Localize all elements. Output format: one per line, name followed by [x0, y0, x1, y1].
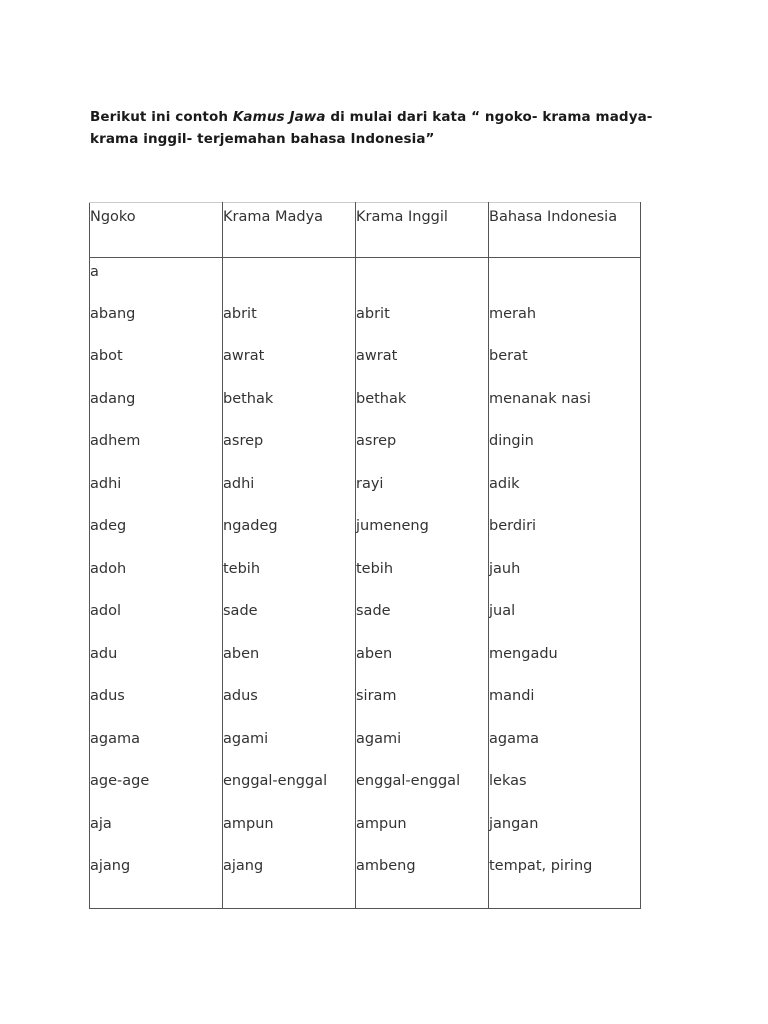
cell-krama-inggil: ambeng: [356, 852, 489, 908]
intro-text-start: Berikut ini contoh: [90, 108, 233, 125]
table-row: [90, 640, 641, 683]
cell-ngoko: age-age: [90, 767, 223, 810]
cell-krama-madya: tebih: [223, 555, 356, 598]
cell-bahasa-indonesia: dingin: [489, 427, 641, 470]
cell-bahasa-indonesia: merah: [489, 300, 641, 343]
cell-krama-madya: agami: [223, 725, 356, 768]
cell-krama-madya: enggal-enggal: [223, 767, 356, 810]
cell-bahasa-indonesia: jangan: [489, 810, 641, 853]
table-row: [90, 512, 641, 555]
cell-ngoko: ajang: [90, 852, 223, 908]
intro-text-end: di mulai dari kata “ ngoko- krama madya- krama inggil- terjemahan bahasa Indonesia”: [90, 108, 653, 147]
table-row: [90, 810, 641, 853]
dictionary-table: [89, 202, 641, 909]
cell-krama-madya: bethak: [223, 385, 356, 428]
cell-bahasa-indonesia: tempat, piring: [489, 852, 641, 908]
cell-bahasa-indonesia: jauh: [489, 555, 641, 598]
cell-krama-madya: awrat: [223, 342, 356, 385]
table-header-row: [90, 203, 641, 258]
cell-krama-inggil: agami: [356, 725, 489, 768]
table-row: [90, 725, 641, 768]
cell-krama-inggil: ampun: [356, 810, 489, 853]
table-row: [90, 852, 641, 908]
cell-bahasa-indonesia: berdiri: [489, 512, 641, 555]
cell-krama-madya: sade: [223, 597, 356, 640]
table-row: [90, 470, 641, 513]
header-krama-madya: Krama Madya: [223, 203, 356, 258]
cell-ngoko: a: [90, 258, 223, 300]
cell-krama-inggil: rayi: [356, 470, 489, 513]
cell-krama-madya: adus: [223, 682, 356, 725]
cell-krama-madya: [223, 258, 356, 300]
cell-bahasa-indonesia: adik: [489, 470, 641, 513]
cell-krama-inggil: bethak: [356, 385, 489, 428]
header-krama-inggil: Krama Inggil: [356, 203, 489, 258]
header-ngoko: Ngoko: [90, 203, 223, 258]
table-row: [90, 258, 641, 300]
table-row: [90, 300, 641, 343]
cell-krama-inggil: aben: [356, 640, 489, 683]
cell-ngoko: adeg: [90, 512, 223, 555]
cell-krama-inggil: enggal-enggal: [356, 767, 489, 810]
intro-paragraph: [90, 106, 690, 150]
table-row: [90, 385, 641, 428]
cell-krama-inggil: siram: [356, 682, 489, 725]
cell-ngoko: adoh: [90, 555, 223, 598]
table-row: [90, 682, 641, 725]
cell-ngoko: adhi: [90, 470, 223, 513]
cell-krama-madya: ngadeg: [223, 512, 356, 555]
cell-ngoko: adang: [90, 385, 223, 428]
cell-bahasa-indonesia: menanak nasi: [489, 385, 641, 428]
cell-bahasa-indonesia: jual: [489, 597, 641, 640]
cell-krama-inggil: abrit: [356, 300, 489, 343]
cell-bahasa-indonesia: mandi: [489, 682, 641, 725]
cell-krama-inggil: awrat: [356, 342, 489, 385]
cell-ngoko: adol: [90, 597, 223, 640]
intro-emphasis: Kamus Jawa: [232, 108, 326, 125]
cell-krama-inggil: tebih: [356, 555, 489, 598]
cell-ngoko: abang: [90, 300, 223, 343]
cell-bahasa-indonesia: mengadu: [489, 640, 641, 683]
cell-krama-inggil: [356, 258, 489, 300]
cell-bahasa-indonesia: lekas: [489, 767, 641, 810]
cell-krama-madya: abrit: [223, 300, 356, 343]
cell-ngoko: adhem: [90, 427, 223, 470]
cell-ngoko: abot: [90, 342, 223, 385]
table-row: [90, 767, 641, 810]
cell-krama-madya: aben: [223, 640, 356, 683]
cell-krama-madya: ampun: [223, 810, 356, 853]
cell-ngoko: agama: [90, 725, 223, 768]
cell-krama-inggil: asrep: [356, 427, 489, 470]
cell-krama-inggil: jumeneng: [356, 512, 489, 555]
cell-krama-inggil: sade: [356, 597, 489, 640]
table-row: [90, 427, 641, 470]
cell-ngoko: adus: [90, 682, 223, 725]
table-row: [90, 597, 641, 640]
cell-bahasa-indonesia: [489, 258, 641, 300]
table-row: [90, 555, 641, 598]
cell-ngoko: adu: [90, 640, 223, 683]
header-bahasa-indonesia: Bahasa Indonesia: [489, 203, 641, 258]
cell-bahasa-indonesia: berat: [489, 342, 641, 385]
cell-krama-madya: ajang: [223, 852, 356, 908]
table-row: [90, 342, 641, 385]
cell-krama-madya: adhi: [223, 470, 356, 513]
cell-bahasa-indonesia: agama: [489, 725, 641, 768]
cell-ngoko: aja: [90, 810, 223, 853]
cell-krama-madya: asrep: [223, 427, 356, 470]
